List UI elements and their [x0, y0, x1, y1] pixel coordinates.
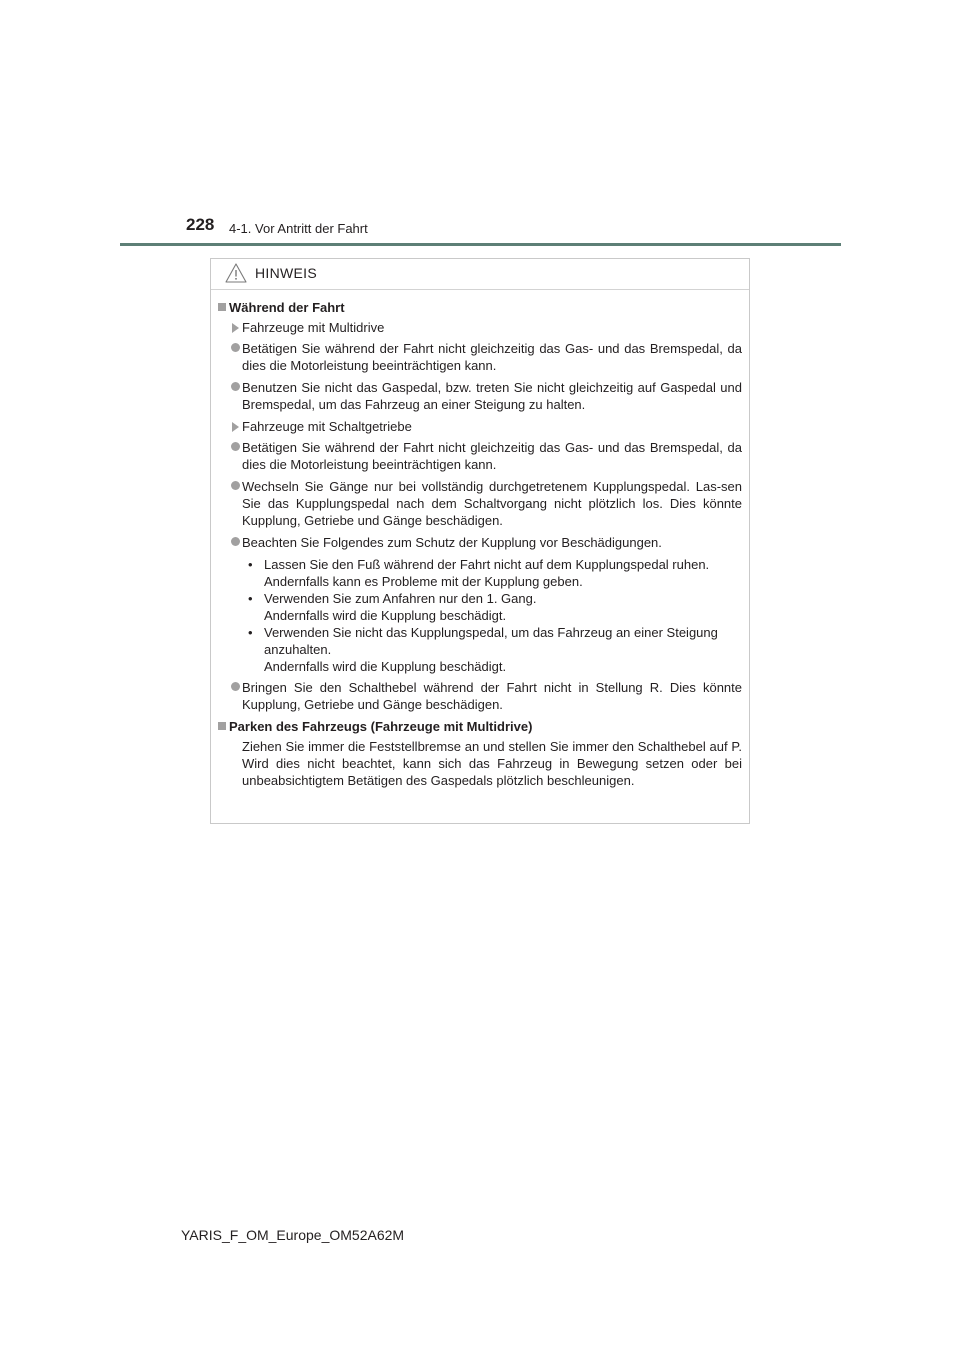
- list-item: [218, 439, 742, 473]
- section-heading: [218, 299, 742, 316]
- circle-bullet-icon: [231, 682, 240, 691]
- triangle-bullet-icon: [232, 422, 239, 432]
- dash-list: [218, 556, 742, 675]
- header-rule: [120, 243, 841, 246]
- notice-box: [210, 258, 750, 824]
- dot-marker-icon: •: [248, 625, 253, 640]
- group-label: [218, 319, 742, 336]
- dash-item-note: Andernfalls kann es Probleme mit der Kupplung geben.: [264, 574, 583, 589]
- list-item-text: Betätigen Sie während der Fahrt nicht gleichzeitig das Gas- und das Bremspedal, da dies die Motorleistung beeinträchtigen kann.: [242, 440, 742, 472]
- group-label-text: Fahrzeuge mit Multidrive: [242, 320, 385, 335]
- list-item-text: Benutzen Sie nicht das Gaspedal, bzw. treten Sie nicht gleichzeitig auf Gaspedal und Bremspedal, um das Fahrzeug an einer Steigung zu halten.: [242, 380, 742, 412]
- triangle-bullet-icon: [232, 323, 239, 333]
- document-code: YARIS_F_OM_Europe_OM52A62M: [181, 1227, 405, 1243]
- list-item: [218, 478, 742, 529]
- dash-item-note: Andernfalls wird die Kupplung beschädigt.: [264, 659, 507, 674]
- dot-marker-icon: •: [248, 557, 253, 572]
- circle-bullet-icon: [231, 343, 240, 352]
- notice-header: [211, 259, 749, 290]
- list-item: [218, 340, 742, 374]
- list-item-text: Wechseln Sie Gänge nur bei vollständig durchgetretenem Kupplungspedal. Las-sen Sie das Kupplungspedal nach dem Schaltvorgang nicht plötzlich los. Dies könnte Kupplung, Getriebe und Gänge beschädigen.: [242, 479, 742, 528]
- square-bullet-icon: [218, 303, 226, 311]
- section-paragraph: Ziehen Sie immer die Feststellbremse an und stellen Sie immer den Schalthebel auf P. Wird dies nicht beachtet, kann sich das Fahrzeug in Bewegung setzen oder bei unbeabsichtigtem Betätigen des Gaspedals plötzlich beschleunigen.: [242, 739, 742, 788]
- circle-bullet-icon: [231, 442, 240, 451]
- list-item-text: Betätigen Sie während der Fahrt nicht gleichzeitig das Gas- und das Bremspedal, da dies die Motorleistung beeinträchtigen kann.: [242, 341, 742, 373]
- section-title: 4-1. Vor Antritt der Fahrt: [229, 221, 368, 236]
- square-bullet-icon: [218, 722, 226, 730]
- notice-title: HINWEIS: [255, 265, 317, 281]
- list-item: [218, 534, 742, 551]
- circle-bullet-icon: [231, 537, 240, 546]
- warning-triangle-icon: [225, 263, 247, 283]
- dash-item: [218, 556, 742, 590]
- section-heading-text: Parken des Fahrzeugs (Fahrzeuge mit Multidrive): [229, 719, 533, 734]
- dash-item-text: Verwenden Sie nicht das Kupplungspedal, um das Fahrzeug an einer Steigung anzuhalten.: [264, 625, 718, 657]
- list-item: [218, 679, 742, 713]
- list-item-text: Bringen Sie den Schalthebel während der Fahrt nicht in Stellung R. Dies könnte Kupplung, Getriebe und Gänge beschädigen.: [242, 680, 742, 712]
- list-item: [218, 379, 742, 413]
- dash-item: [218, 590, 742, 624]
- dot-marker-icon: •: [248, 591, 253, 606]
- dash-item: [218, 624, 742, 675]
- circle-bullet-icon: [231, 382, 240, 391]
- circle-bullet-icon: [231, 481, 240, 490]
- list-item-text: Beachten Sie Folgendes zum Schutz der Kupplung vor Beschädigungen.: [242, 535, 662, 550]
- group-label: [218, 418, 742, 435]
- dash-item-text: Lassen Sie den Fuß während der Fahrt nicht auf dem Kupplungspedal ruhen.: [264, 557, 710, 572]
- group-label-text: Fahrzeuge mit Schaltgetriebe: [242, 419, 412, 434]
- page-number: 228: [186, 215, 215, 234]
- dash-item-note: Andernfalls wird die Kupplung beschädigt.: [264, 608, 507, 623]
- dash-item-text: Verwenden Sie zum Anfahren nur den 1. Gang.: [264, 591, 537, 606]
- section-heading-text: Während der Fahrt: [229, 300, 345, 315]
- section-heading: [218, 718, 742, 735]
- notice-body: [211, 290, 749, 789]
